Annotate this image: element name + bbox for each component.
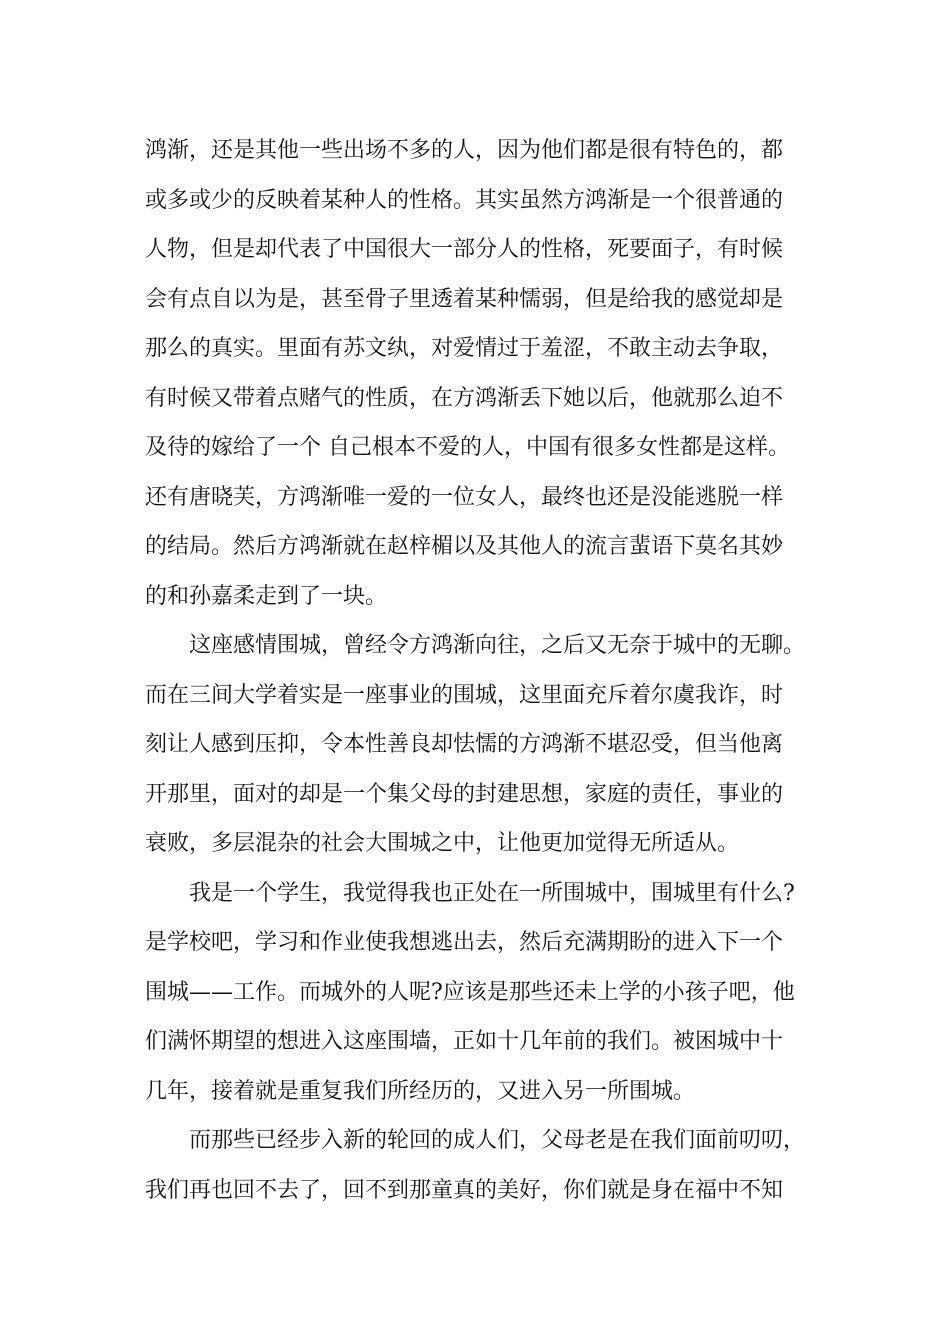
text-line-13: 刻让人感到压抑，令本性善良却怯懦的方鸿渐不堪忍受，但当他离 bbox=[145, 732, 784, 757]
text-line-3: 人物，但是却代表了中国很大一部分人的性格，死要面子，有时候 bbox=[145, 237, 784, 262]
text-line-14: 开那里，面对的却是一个集父母的封建思想，家庭的责任，事业的 bbox=[145, 782, 784, 807]
text-line-5: 那么的真实。里面有苏文纨，对爱情过于羞涩，不敢主动去争取， bbox=[145, 336, 784, 361]
text-line-4: 会有点自以为是，甚至骨子里透着某种懦弱，但是给我的感觉却是 bbox=[145, 287, 784, 312]
text-line-7: 及待的嫁给了一个 自己根本不爱的人，中国有很多女性都是这样。 bbox=[145, 435, 790, 460]
text-line-17: 是学校吧，学习和作业使我想逃出去，然后充满期盼的进入下一个 bbox=[145, 930, 784, 955]
text-line-19: 们满怀期望的想进入这座围墙，正如十几年前的我们。被困城中十 bbox=[145, 1029, 784, 1054]
text-line-1: 鸿渐，还是其他一些出场不多的人，因为他们都是很有特色的，都 bbox=[145, 138, 784, 163]
paragraph-start-line-21: 而那些已经步入新的轮回的成人们，父母老是在我们面前叨叨， bbox=[189, 1128, 806, 1153]
text-line-10: 的和孙嘉柔走到了一块。 bbox=[145, 584, 388, 609]
paragraph-start-line-16: 我是一个学生，我觉得我也正处在一所围城中，围城里有什么? bbox=[189, 881, 795, 906]
text-line-20: 几年，接着就是重复我们所经历的，又进入另一所围城。 bbox=[145, 1079, 696, 1104]
text-line-15: 衰败，多层混杂的社会大围城之中，让他更加觉得无所适从。 bbox=[145, 831, 740, 856]
text-line-22: 我们再也回不去了，回不到那童真的美好，你们就是身在福中不知 bbox=[145, 1178, 784, 1203]
text-line-12: 而在三间大学着实是一座事业的围城，这里面充斥着尔虞我诈，时 bbox=[145, 683, 784, 708]
text-line-18: 围城——工作。而城外的人呢?应该是那些还未上学的小孩子吧，他 bbox=[145, 980, 795, 1005]
text-line-6: 有时候又带着点赌气的性质，在方鸿渐丢下她以后，他就那么迫不 bbox=[145, 386, 784, 411]
text-line-2: 或多或少的反映着某种人的性格。其实虽然方鸿渐是一个很普通的 bbox=[145, 188, 784, 213]
text-line-8: 还有唐晓芙，方鸿渐唯一爱的一位女人，最终也还是没能逃脱一样 bbox=[145, 485, 784, 510]
paragraph-start-line-11: 这座感情围城，曾经令方鸿渐向往，之后又无奈于城中的无聊。 bbox=[189, 633, 806, 658]
text-line-9: 的结局。然后方鸿渐就在赵梓楣以及其他人的流言蜚语下莫名其妙 bbox=[145, 534, 784, 559]
